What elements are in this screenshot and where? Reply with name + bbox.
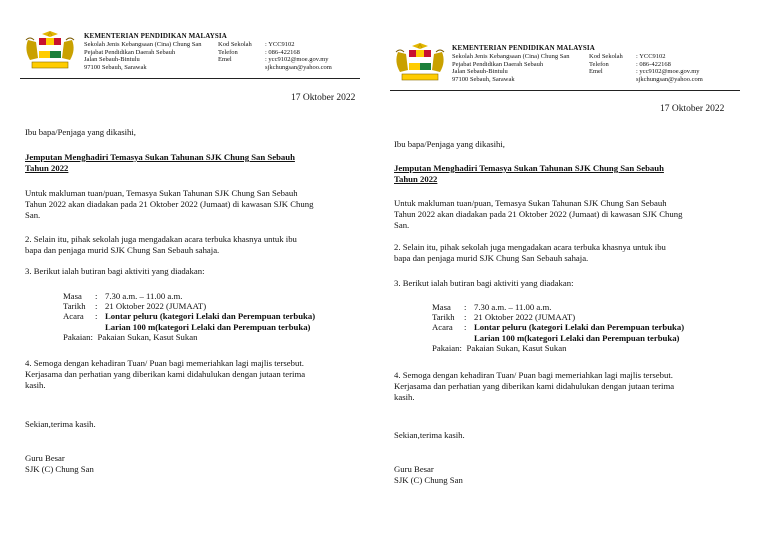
paragraph-line: kasih. xyxy=(25,380,46,390)
detail-value-pakaian: Pakaian Sukan, Kasut Sukan xyxy=(466,342,567,353)
contact-label: Kod Sekolah xyxy=(589,53,623,60)
address-line: Sekolah Jenis Kebangsaan (Cina) Chung San xyxy=(84,41,202,48)
subject-line: Jemputan Menghadiri Temasya Sukan Tahunan SJK Chung San Sebauh xyxy=(394,163,664,173)
paragraph-line: 4. Semoga dengan kehadiran Tuan/ Puan bagi memeriahkan lagi majlis tersebut. xyxy=(394,370,673,380)
contact-value: sjkchungsan@yahoo.com xyxy=(265,63,332,71)
closing: Sekian,terima kasih. xyxy=(25,419,96,429)
ministry-name: KEMENTERIAN PENDIDIKAN MALAYSIA xyxy=(84,32,227,40)
paragraph-line: San. xyxy=(25,210,41,220)
paragraph-1 xyxy=(25,188,370,221)
paragraph-4 xyxy=(25,358,375,391)
letter-date: 17 Oktober 2022 xyxy=(291,93,356,103)
detail-label-tarikh: Tarikh xyxy=(63,301,86,312)
contact-label xyxy=(218,64,265,72)
contact-value: : ycc9102@moe.gov.my xyxy=(265,56,329,64)
paragraph-line: Untuk makluman tuan/puan, Temasya Sukan Tahunan SJK Chung San Sebauh xyxy=(25,188,298,198)
detail-value-acara-2: Larian 100 m(kategori Lelaki dan Perempuan terbuka) xyxy=(474,332,680,343)
signature-block xyxy=(394,464,463,486)
address-line: Pejabat Pendidikan Daerah Sebauh xyxy=(452,60,544,68)
detail-value-acara-2: Larian 100 m(kategori Lelaki dan Perempuan terbuka) xyxy=(105,321,311,332)
contact-value: : YCC9102 xyxy=(636,53,666,60)
detail-separator: : xyxy=(459,342,462,353)
detail-value-masa: 7.30 a.m. – 11.00 a.m. xyxy=(474,302,552,312)
contact-block xyxy=(589,53,703,83)
paragraph-line: bapa dan penjaga murid SJK Chung San Sebauh sahaja. xyxy=(394,253,589,263)
contact-block xyxy=(218,41,332,71)
paragraph-4 xyxy=(394,370,754,403)
address-line: Jalan Sebauh-Bintulu xyxy=(84,56,140,64)
subject-line: Tahun 2022 xyxy=(25,163,69,173)
paragraph-line: 2. Selain itu, pihak sekolah juga mengadakan acara terbuka khasnya untuk ibu xyxy=(394,242,666,252)
detail-separator: : xyxy=(464,322,467,333)
contact-label: Telefon xyxy=(218,48,238,56)
detail-label-pakaian: Pakaian xyxy=(63,331,91,342)
school-address xyxy=(84,41,202,71)
detail-separator: : xyxy=(90,331,93,342)
contact-label xyxy=(589,76,636,84)
detail-label-masa: Masa xyxy=(63,291,82,301)
signature-school: SJK (C) Chung San xyxy=(394,475,463,485)
activity-details xyxy=(63,291,315,342)
contact-value: : ycc9102@moe.gov.my xyxy=(636,68,700,76)
contact-label: Emel xyxy=(218,56,232,64)
contact-value: : 086-422168 xyxy=(636,60,671,68)
signature-block xyxy=(25,453,94,475)
detail-separator: : xyxy=(464,312,467,323)
detail-separator: : xyxy=(95,291,98,301)
contact-value: : 086-422168 xyxy=(265,48,300,56)
address-line: 97100 Sebauh, Sarawak xyxy=(84,63,147,71)
subject-line: Tahun 2022 xyxy=(394,174,438,184)
paragraph-line: 4. Semoga dengan kehadiran Tuan/ Puan bagi memeriahkan lagi majlis tersebut. xyxy=(25,358,304,368)
subject-title xyxy=(25,152,365,174)
contact-label: Telefon xyxy=(589,60,609,68)
address-line: Jalan Sebauh-Bintulu xyxy=(452,68,508,76)
detail-value-tarikh: 21 Oktober 2022 (JUMAAT) xyxy=(474,312,576,323)
letterhead-divider xyxy=(390,90,740,91)
detail-value-tarikh: 21 Oktober 2022 (JUMAAT) xyxy=(105,301,207,312)
paragraph-line: Kerjasama dan perhatian yang diberikan kami didahulukan dengan jutaan terima xyxy=(394,381,675,391)
salutation: Ibu bapa/Penjaga yang dikasihi, xyxy=(25,127,136,137)
letter-page-right xyxy=(384,0,768,543)
closing: Sekian,terima kasih. xyxy=(394,430,465,440)
activity-details xyxy=(432,302,684,353)
paragraph-line: Tahun 2022 akan diadakan pada 21 Oktober 2022 (Jumaat) di kawasan SJK Chung xyxy=(394,209,683,219)
contact-label: Kod Sekolah xyxy=(218,41,252,48)
address-line: Pejabat Pendidikan Daerah Sebauh xyxy=(84,48,176,56)
signature-school: SJK (C) Chung San xyxy=(25,464,94,474)
paragraph-line: 2. Selain itu, pihak sekolah juga mengadakan acara terbuka khasnya untuk ibu xyxy=(25,234,297,244)
paragraph-3: 3. Berikut ialah butiran bagi aktiviti yang diadakan: xyxy=(394,278,574,288)
detail-label-acara: Acara xyxy=(432,322,453,333)
detail-label-acara: Acara xyxy=(63,311,84,322)
detail-separator: : xyxy=(95,311,98,322)
paragraph-1 xyxy=(394,198,744,231)
detail-separator: : xyxy=(95,301,98,312)
detail-label-masa: Masa xyxy=(432,302,451,312)
detail-value-pakaian: Pakaian Sukan, Kasut Sukan xyxy=(97,331,198,342)
malaysia-coat-of-arms-icon xyxy=(390,42,450,84)
letter-date: 17 Oktober 2022 xyxy=(660,104,725,114)
address-line: 97100 Sebauh, Sarawak xyxy=(452,75,515,83)
detail-value-acara-1: Lontar peluru (kategori Lelaki dan Perempuan terbuka) xyxy=(105,311,316,322)
contact-value: : YCC9102 xyxy=(265,41,295,48)
signature-role: Guru Besar xyxy=(25,453,65,463)
letterhead-divider xyxy=(20,78,360,79)
salutation: Ibu bapa/Penjaga yang dikasihi, xyxy=(394,139,505,149)
paragraph-2 xyxy=(25,234,370,256)
paragraph-line: San. xyxy=(394,220,410,230)
detail-value-acara-1: Lontar peluru (kategori Lelaki dan Perempuan terbuka) xyxy=(474,322,685,333)
detail-separator: : xyxy=(464,302,467,312)
detail-value-masa: 7.30 a.m. – 11.00 a.m. xyxy=(105,291,183,301)
paragraph-line: bapa dan penjaga murid SJK Chung San Sebauh sahaja. xyxy=(25,245,220,255)
paragraph-line: Kerjasama dan perhatian yang diberikan kami didahulukan dengan jutaan terima xyxy=(25,369,306,379)
subject-line: Jemputan Menghadiri Temasya Sukan Tahunan SJK Chung San Sebauh xyxy=(25,152,295,162)
contact-value: sjkchungsan@yahoo.com xyxy=(636,75,703,83)
paragraph-line: Tahun 2022 akan diadakan pada 21 Oktober 2022 (Jumaat) di kawasan SJK Chung xyxy=(25,199,314,209)
paragraph-2 xyxy=(394,242,744,264)
paragraph-line: Untuk makluman tuan/puan, Temasya Sukan Tahunan SJK Chung San Sebauh xyxy=(394,198,667,208)
ministry-name: KEMENTERIAN PENDIDIKAN MALAYSIA xyxy=(452,44,595,52)
paragraph-line: kasih. xyxy=(394,392,415,402)
school-address xyxy=(452,53,570,83)
detail-label-pakaian: Pakaian xyxy=(432,342,460,353)
signature-role: Guru Besar xyxy=(394,464,434,474)
paragraph-3: 3. Berikut ialah butiran bagi aktiviti yang diadakan: xyxy=(25,266,205,276)
address-line: Sekolah Jenis Kebangsaan (Cina) Chung San xyxy=(452,53,570,60)
subject-title xyxy=(394,163,734,185)
contact-label: Emel xyxy=(589,68,603,76)
detail-label-tarikh: Tarikh xyxy=(432,312,455,323)
malaysia-coat-of-arms-icon xyxy=(20,30,80,72)
